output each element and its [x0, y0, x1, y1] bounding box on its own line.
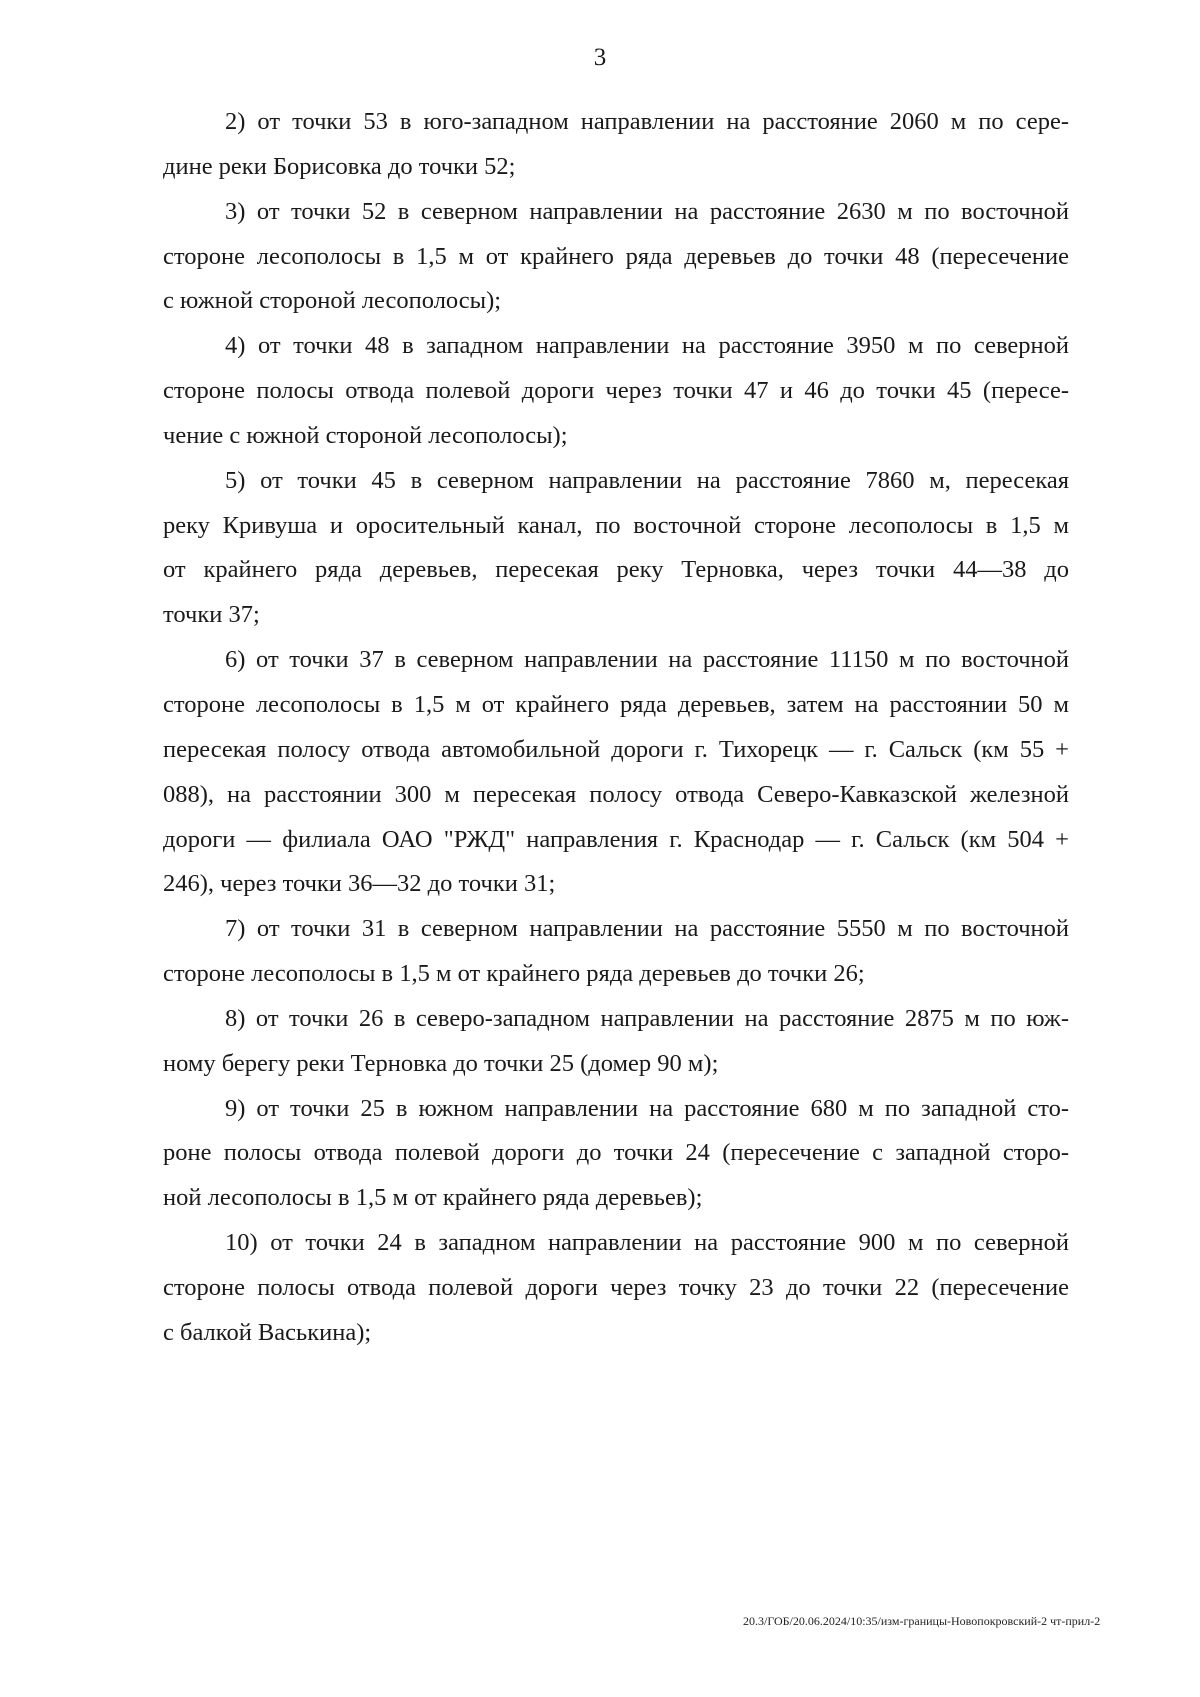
paragraph — [163, 459, 1069, 638]
paragraph — [163, 190, 1069, 325]
page-number: 3 — [593, 44, 607, 71]
paragraph — [163, 907, 1069, 997]
paragraph-line: реку Кривуша и оросительный канал, по восточной стороне лесополосы в 1,5 м — [163, 511, 1069, 539]
paragraph-line: с южной стороной лесополосы); — [163, 287, 502, 315]
paragraph — [163, 997, 1069, 1087]
paragraph-line: пересекая полосу отвода автомобильной дороги г. Тихорецк — г. Сальск (км 55 + — [163, 735, 1069, 763]
paragraph-line: 9) от точки 25 в южном направлении на расстояние 680 м по западной сто- — [225, 1094, 1069, 1122]
paragraph-line: стороне полосы отвода полевой дороги через точку 23 до точки 22 (пересечение — [163, 1273, 1069, 1301]
paragraph-line: 6) от точки 37 в северном направлении на расстояние 11150 м по восточной — [225, 646, 1069, 674]
paragraph-line: с балкой Васькина); — [163, 1318, 372, 1346]
paragraph — [163, 324, 1069, 459]
paragraph — [163, 1221, 1069, 1356]
paragraph-line: дороги — филиала ОАО "РЖД" направления г. Краснодар — г. Сальск (км 504 + — [163, 825, 1069, 853]
paragraph — [163, 638, 1069, 907]
paragraph-line: 088), на расстоянии 300 м пересекая полосу отвода Северо-Кавказской железной — [163, 780, 1069, 808]
paragraph-line: стороне лесополосы в 1,5 м от крайнего ряда деревьев, затем на расстоянии 50 м — [163, 690, 1069, 718]
paragraph — [163, 1087, 1069, 1222]
paragraph-line: 3) от точки 52 в северном направлении на расстояние 2630 м по восточной — [225, 197, 1069, 225]
paragraph-line: точки 37; — [163, 601, 260, 629]
paragraph-line: 246), через точки 36—32 до точки 31; — [163, 870, 556, 898]
paragraph-line: стороне лесополосы в 1,5 м от крайнего ряда деревьев до точки 26; — [163, 960, 865, 988]
paragraph — [163, 100, 1069, 190]
paragraph-line: 5) от точки 45 в северном направлении на расстояние 7860 м, пересекая — [225, 466, 1069, 494]
paragraph-line: 4) от точки 48 в западном направлении на расстояние 3950 м по северной — [225, 332, 1069, 360]
paragraph-line: 7) от точки 31 в северном направлении на расстояние 5550 м по восточной — [225, 915, 1069, 943]
paragraph-line: ной лесополосы в 1,5 м от крайнего ряда деревьев); — [163, 1184, 703, 1212]
paragraph-line: 10) от точки 24 в западном направлении на расстояние 900 м по северной — [225, 1229, 1069, 1257]
paragraph-line: роне полосы отвода полевой дороги до точки 24 (пересечение с западной сторо- — [163, 1139, 1069, 1167]
paragraph-line: ному берегу реки Терновка до точки 25 (домер 90 м); — [163, 1049, 719, 1077]
paragraph-line: от крайнего ряда деревьев, пересекая реку Терновка, через точки 44—38 до — [163, 556, 1069, 584]
paragraph-line: стороне лесополосы в 1,5 м от крайнего ряда деревьев до точки 48 (пересечение — [163, 242, 1069, 270]
paragraph-line: дине реки Борисовка до точки 52; — [163, 152, 516, 180]
paragraph-line: 8) от точки 26 в северо-западном направлении на расстояние 2875 м по юж- — [225, 1004, 1069, 1032]
paragraph-line: стороне полосы отвода полевой дороги через точки 47 и 46 до точки 45 (пересе- — [163, 377, 1069, 405]
paragraph-line: чение с южной стороной лесополосы); — [163, 421, 568, 449]
document-footer-code: 20.3/ГОБ/20.06.2024/10:35/изм-границы-Новопокровский-2 чт-прил-2 — [743, 1614, 1101, 1628]
paragraph-line: 2) от точки 53 в юго-западном направлении на расстояние 2060 м по сере- — [225, 108, 1069, 135]
document-body — [163, 100, 1069, 1356]
